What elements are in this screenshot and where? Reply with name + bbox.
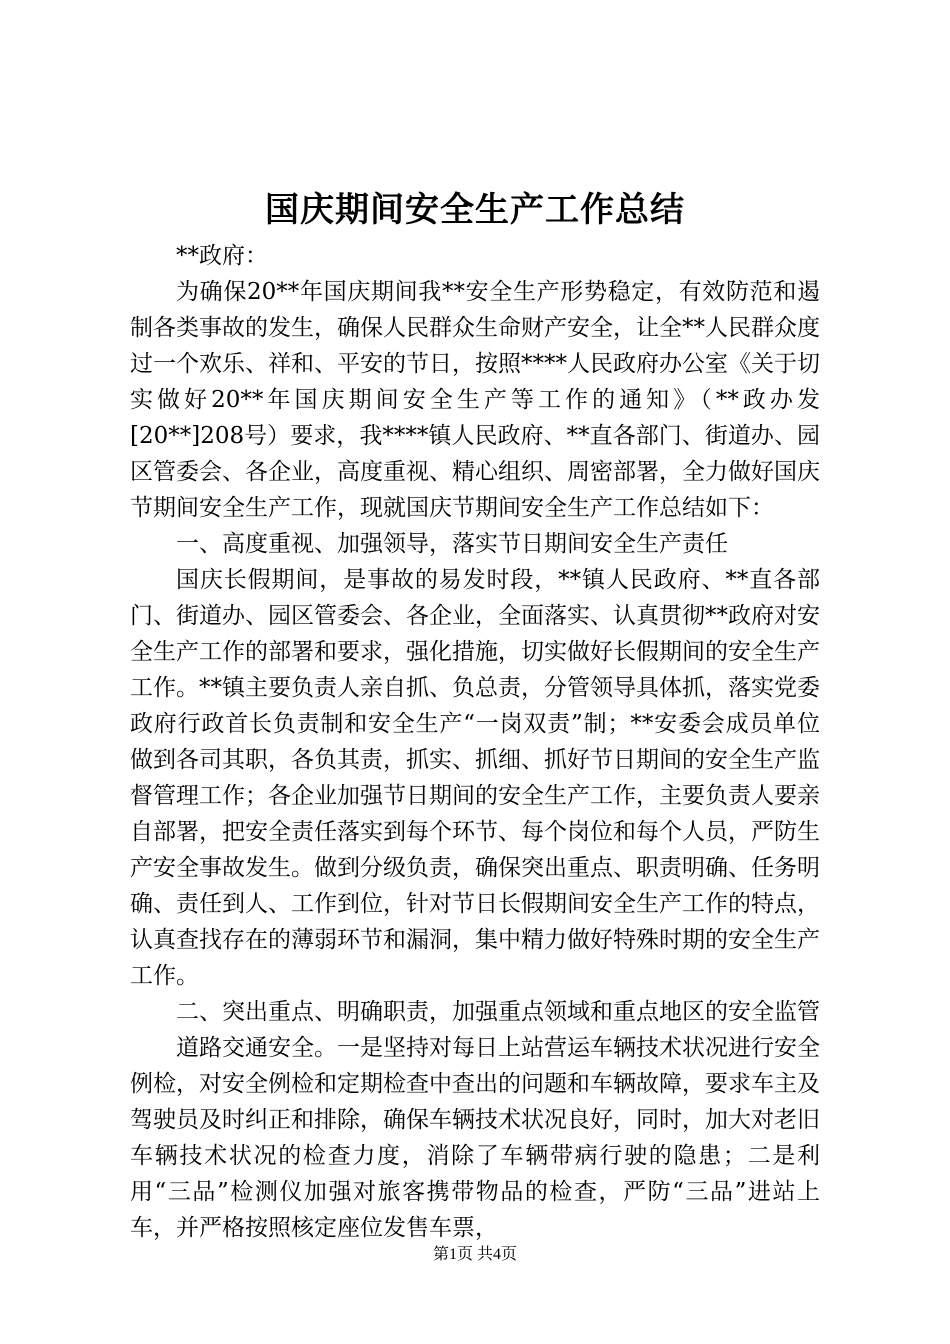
paragraph-intro: 为确保20**年国庆期间我**安全生产形势稳定，有效防范和遏制各类事故的发生，确保人民群众生命财产安全，让全**人民群众度过一个欢乐、祥和、平安的节日，按照****人民政府办公室《关于切实做好20**年国庆期间安全生产等工作的通知》（**政办发[20**]208号）要求，我****镇人民政府、**直各部门、街道办、园区管委会、各企业，高度重视、精心组织、周密部署，全力做好国庆节期间安全生产工作，现就国庆节期间安全生产工作总结如下： bbox=[130, 279, 820, 521]
document-body bbox=[130, 238, 820, 1246]
document-title: 国庆期间安全生产工作总结 bbox=[265, 190, 685, 230]
salutation: **政府： bbox=[176, 243, 268, 269]
heading-section-1: 一、高度重视、加强领导，落实节日期间安全生产责任 bbox=[176, 531, 728, 557]
paragraph-section-1: 国庆长假期间，是事故的易发时段，**镇人民政府、**直各部门、街道办、园区管委会、各企业，全面落实、认真贯彻**政府对安全生产工作的部署和要求，强化措施，切实做好长假期间的安全生产工作。**镇主要负责人亲自抓、负总责，分管领导具体抓，落实党委政府行政首长负责制和安全生产“一岗双责”制；**安委会成员单位做到各司其职，各负其责，抓实、抓细、抓好节日期间的安全生产监督管理工作；各企业加强节日期间的安全生产工作，主要负责人要亲自部署，把安全责任落实到每个环节、每个岗位和每个人员，严防生产安全事故发生。做到分级负责，确保突出重点、职责明确、任务明确、责任到人、工作到位，针对节日长假期间安全生产工作的特点，认真查找存在的薄弱环节和漏洞，集中精力做好特殊时期的安全生产工作。 bbox=[130, 567, 820, 989]
heading-section-2: 二、突出重点、明确职责，加强重点领域和重点地区的安全监管 bbox=[176, 999, 820, 1025]
paragraph-road-safety: 道路交通安全。一是坚持对每日上站营运车辆技术状况进行安全例检，对安全例检和定期检查中查出的问题和车辆故障，要求车主及驾驶员及时纠正和排除，确保车辆技术状况良好，同时，加大对老旧车辆技术状况的检查力度，消除了车辆带病行驶的隐患；二是利用“三品”检测仪加强对旅客携带物品的检查，严防“三品”进站上车，并严格按照核定座位发售车票， bbox=[130, 1035, 820, 1241]
page-footer: 第1页 共4页 bbox=[432, 1246, 517, 1263]
